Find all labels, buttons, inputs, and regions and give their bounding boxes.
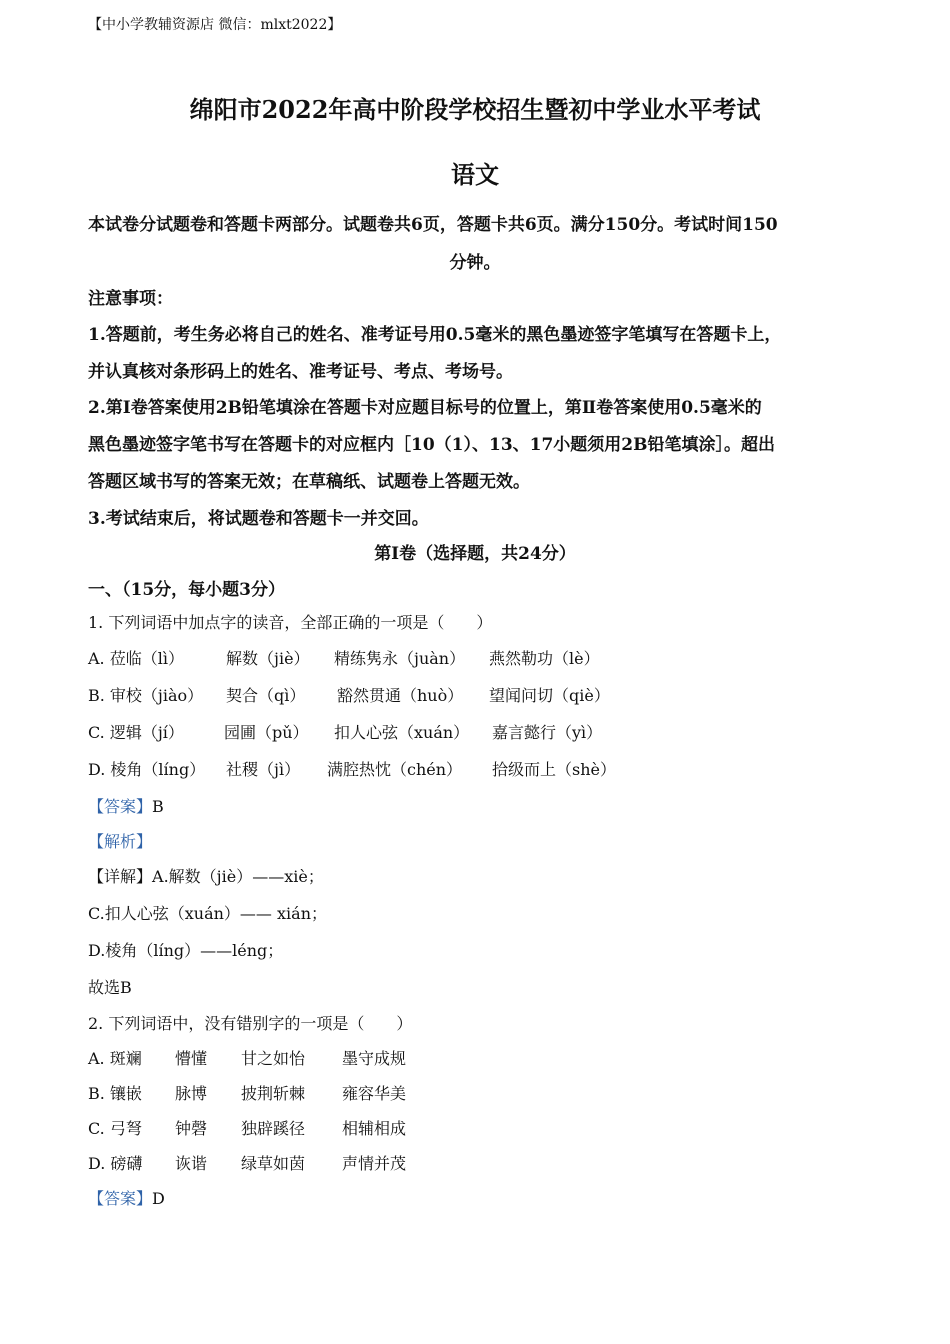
notice-title: 注意事项： [88,289,173,309]
notice-line: 1.答题前，考生务必将自己的姓名、准考证号用0.5毫米的黑色墨迹签字笔填写在答题卡上， [88,325,782,345]
option-item: 满腔热忱（chén） [327,760,463,779]
option-item: D. 棱角（líng） [88,760,206,779]
option-item: 披荆斩棘 [241,1084,306,1103]
notice-line: 3.考试结束后，将试题卷和答题卡一并交回。 [88,509,429,529]
question-1-conclusion: 故选B [88,978,132,997]
answer-label: 【答案】 [88,1189,153,1208]
intro-line-1: 本试卷分试题卷和答题卡两部分。试题卷共6页，答题卡共6页。满分150分。考试时间150 [88,215,778,235]
part1-title: 第Ⅰ卷（选择题，共24分） [374,544,576,564]
option-item: 声情并茂 [342,1154,407,1173]
question-2-stem: 2. 下列词语中，没有错别字的一项是（ ） [88,1014,413,1033]
option-item: B. 审校（jiào） [88,686,204,705]
option-item: 望闻问切（qiè） [489,686,610,705]
option-item: 扣人心弦（xuán） [334,723,470,742]
option-item: 独辟蹊径 [241,1119,306,1138]
notice-line: 并认真核对条形码上的姓名、准考证号、考点、考场号。 [88,362,513,382]
question-1-detail-line: D.棱角（líng）——léng； [88,941,284,960]
option-item: 懵懂 [175,1049,208,1068]
option-item: 豁然贯通（huò） [337,686,464,705]
question-1-analysis-label: 【解析】 [88,832,153,851]
option-item: 绿草如茵 [241,1154,306,1173]
question-2-answer [88,1186,165,1209]
option-item: 契合（qì） [226,686,306,705]
answer-value: D [152,1189,165,1208]
question-1-detail [88,864,324,887]
option-item: A. 莅临（lì） [88,649,184,668]
watermark-header: 【中小学教辅资源店 微信：mlxt2022】 [88,17,342,33]
option-item: D. 磅礴 [88,1154,143,1173]
option-item: C. 逻辑（jí） [88,723,184,742]
answer-value: B [152,797,164,816]
option-item: B. 镶嵌 [88,1084,142,1103]
option-item: 诙谐 [175,1154,208,1173]
option-item: 社稷（jì） [226,760,301,779]
option-item: 燕然勒功（lè） [489,649,600,668]
option-item: 相辅相成 [342,1119,407,1138]
option-item: 拾级而上（shè） [492,760,616,779]
detail-text: A.解数（jiè）——xiè； [152,867,324,886]
option-item: 园圃（pǔ） [224,723,309,742]
option-item: 雍容华美 [342,1084,407,1103]
exam-title: 绵阳市2022年高中阶段学校招生暨初中学业水平考试 [189,95,761,124]
question-1-stem: 1. 下列词语中加点字的读音，全部正确的一项是（ ） [88,613,493,632]
question-1-detail-line: C.扣人心弦（xuán）—— xián； [88,904,328,923]
notice-line: 2.第Ⅰ卷答案使用2B铅笔填涂在答题卡对应题目标号的位置上，第Ⅱ卷答案使用0.5毫米的 [88,398,762,418]
option-item: 甘之如怡 [241,1049,306,1068]
option-item: A. 斑斓 [88,1049,142,1068]
answer-label: 【答案】 [88,797,153,816]
notice-line: 答题区域书写的答案无效；在草稿纸、试题卷上答题无效。 [88,472,530,492]
intro-line-2: 分钟。 [449,253,501,273]
section1-title: 一、（15分，每小题3分） [88,580,285,600]
option-item: 脉博 [175,1084,208,1103]
subject-title: 语文 [451,160,499,189]
option-item: 钟磬 [175,1119,208,1138]
question-1-answer [88,794,164,817]
notice-line: 黑色墨迹签字笔书写在答题卡的对应框内［10（1）、13、17小题须用2B铅笔填涂］。超出 [88,435,775,455]
detail-label: 【详解】 [88,867,153,886]
option-item: 解数（jiè） [226,649,310,668]
option-item: 嘉言懿行（yì） [492,723,603,742]
option-item: 墨守成规 [342,1049,407,1068]
option-item: C. 弓弩 [88,1119,142,1138]
option-item: 精练隽永（juàn） [334,649,466,668]
